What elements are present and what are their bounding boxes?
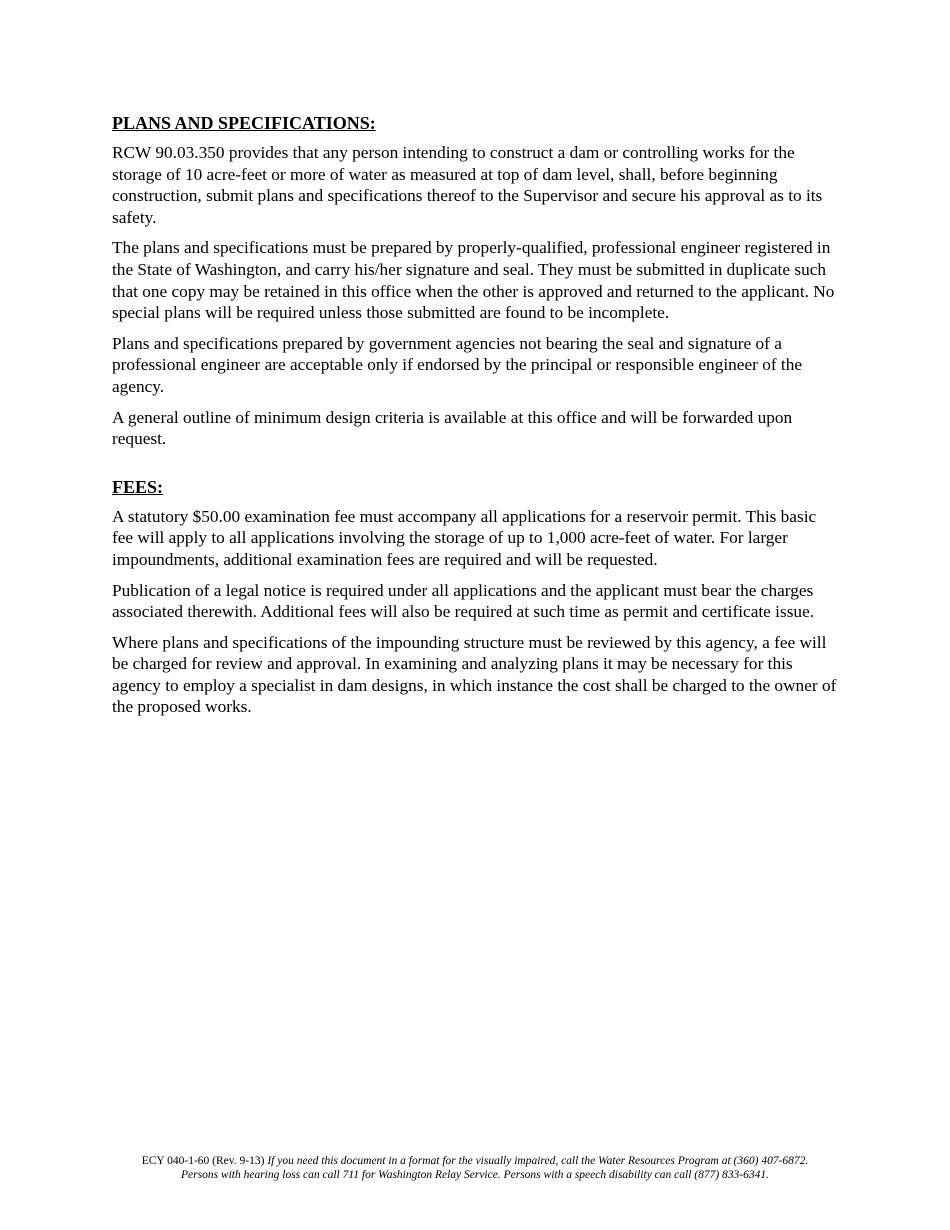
form-number: ECY 040-1-60 (Rev. 9-13) xyxy=(141,1155,265,1167)
document-body xyxy=(112,112,840,727)
accessibility-notice: If you need this document in a format for the visually impaired, call the Water Resources Program at (360) 407-6872. xyxy=(267,1155,809,1167)
section-heading: FEES: xyxy=(112,476,164,497)
paragraph: A general outline of minimum design criteria is available at this office and will be forwarded upon request. xyxy=(112,407,793,449)
relay-service-notice: Persons with hearing loss can call 711 for Washington Relay Service. Persons with a speech disability can call (877) 833-6341. xyxy=(180,1169,770,1181)
paragraph: The plans and specifications must be prepared by properly-qualified, professional engineer registered in the State of Washington, and carry his/her signature and seal. They must be submitted in duplicate such that one copy may be retained in this office when the other is approved and returned to the applicant. No special plans will be required unless those submitted are found to be incomplete. xyxy=(112,238,835,323)
footer-line-1 xyxy=(100,1154,850,1168)
section-fees xyxy=(112,476,840,718)
section-plans-and-specifications xyxy=(112,112,840,450)
paragraph: Where plans and specifications of the impounding structure must be reviewed by this agency, a fee will be charged for review and approval. In examining and analyzing plans it may be necessary for this agency to employ a specialist in dam designs, in which instance the cost shall be charged to the owner of the proposed works. xyxy=(112,632,837,717)
paragraph: Publication of a legal notice is required under all applications and the applicant must bear the charges associated therewith. Additional fees will also be required at such time as permit and certificate issue. xyxy=(112,580,815,622)
page-footer xyxy=(100,1154,850,1182)
paragraph: RCW 90.03.350 provides that any person intending to construct a dam or controlling works for the storage of 10 acre-feet or more of water as measured at top of dam level, shall, before beginning construction, submit plans and specifications thereof to the Supervisor and secure his approval as to its safety. xyxy=(112,143,823,227)
paragraph: Plans and specifications prepared by government agencies not bearing the seal and signature of a professional engineer are acceptable only if endorsed by the principal or responsible engineer of the agency. xyxy=(112,333,803,396)
paragraph: A statutory $50.00 examination fee must accompany all applications for a reservoir permit. This basic fee will apply to all applications involving the storage of up to 1,000 acre-feet of water. For larger impoundments, additional examination fees are required and will be requested. xyxy=(112,506,817,569)
section-heading: PLANS AND SPECIFICATIONS: xyxy=(112,113,376,133)
